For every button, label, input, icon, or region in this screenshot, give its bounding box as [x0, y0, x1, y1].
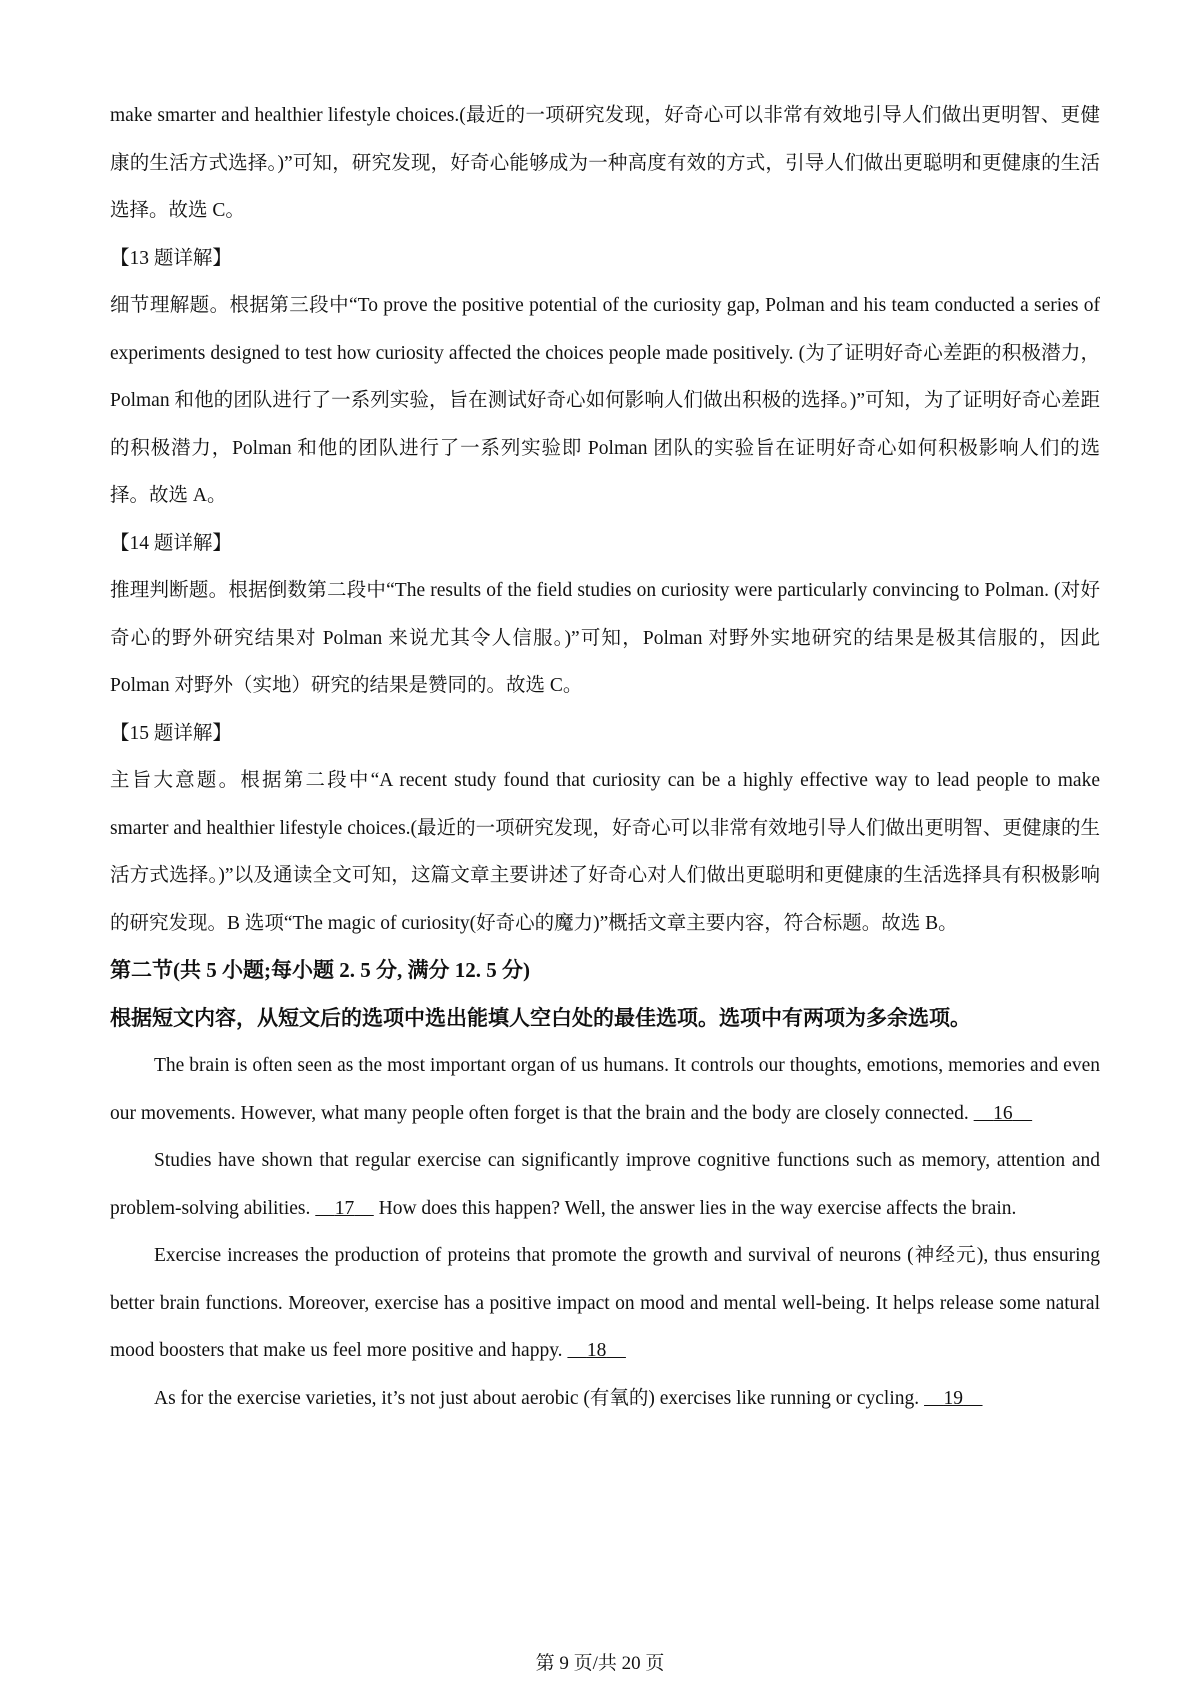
page-footer: 第 9 页/共 20 页: [535, 1653, 665, 1674]
passage-text: The brain is often seen as the most important organ of us humans. It controls our thoughts, emotions, memories and even our movements. However, what many people often forget is that the brain and the body are closely connected.: [110, 1055, 1100, 1124]
blank-17: 17: [334, 1197, 355, 1219]
question-15-heading: 【15 题详解】: [110, 722, 232, 744]
passage-text: As for the exercise varieties, it’s not just about aerobic (有氧的) exercises like running or cycling.: [154, 1387, 925, 1409]
answer-paragraph-15: 主旨大意题。根据第二段中“A recent study found that curiosity can be a highly effective way to lead people to make smarter and healthier lifestyle choices.(最近的一项研究发现，好奇心可以非常有效地引导人们做出更明智、更健康的生活方式选择。)”以及通读全文可知，这篇文章主要讲述了好奇心对人们做出更聪明和更健康的生活选择具有积极影响的研究发现。B 选项“The magic of curiosity(好奇心的魔力)”概括文章主要内容，符合标题。故选 B。: [110, 770, 1100, 934]
passage-text: Studies have shown that regular exercise can significantly improve cognitive functions such as memory, attention and problem-solving abilities.: [110, 1150, 1100, 1219]
blank-18: 18: [586, 1340, 607, 1361]
passage-paragraph-2: [110, 1137, 1100, 1232]
blank-16: 16: [993, 1102, 1013, 1124]
answer-paragraph-12-end: make smarter and healthier lifestyle choices.(最近的一项研究发现，好奇心可以非常有效地引导人们做出更明智、更健康的生活方式选择。)”可知，研究发现，好奇心能够成为一种高度有效的方式，引导人们做出更聪明和更健康的生活选择。故选 C。: [110, 105, 1100, 221]
passage-text: Exercise increases the production of proteins that promote the growth and survival of neurons (神经元), thus ensuring better brain functions. Moreover, exercise has a positive impact on mood and mental well-being. It helps release some natural mood boosters that make us feel more positive and happy.: [110, 1245, 1100, 1361]
section-heading: 第二节(共 5 小题;每小题 2. 5 分, 满分 12. 5 分): [110, 958, 530, 982]
passage-paragraph-1: [110, 1042, 1100, 1137]
passage-paragraph-4: [110, 1375, 1100, 1423]
question-14-heading: 【14 题详解】: [110, 532, 232, 554]
answer-paragraph-13: 细节理解题。根据第三段中“To prove the positive potential of the curiosity gap, Polman and his team conducted a series of experiments designed to test how curiosity affected the choices people made positively. (为了证明好奇心差距的积极潜力，Polman 和他的团队进行了一系列实验，旨在测试好奇心如何影响人们做出积极的选择。)”可知，为了证明好奇心差距的积极潜力，Polman 和他的团队进行了一系列实验即 Polman 团队的实验旨在证明好奇心如何积极影响人们的选择。故选 A。: [110, 295, 1100, 506]
blank-19: 19: [943, 1387, 964, 1409]
answer-paragraph-14: 推理判断题。根据倒数第二段中“The results of the field studies on curiosity were particularly convincing to Polman. (对好奇心的野外研究结果对 Polman 来说尤其令人信服。)”可知，Polman 对野外实地研究的结果是极其信服的，因此 Polman 对野外（实地）研究的结果是赞同的。故选 C。: [110, 580, 1100, 696]
passage-text: How does this happen? Well, the answer lies in the way exercise affects the brain.: [373, 1197, 1017, 1219]
question-13-heading: 【13 题详解】: [110, 247, 232, 269]
section-instruction: 根据短文内容，从短文后的选项中选出能填人空白处的最佳选项。选项中有两项为多余选项。: [110, 1005, 971, 1030]
page-content: [110, 92, 1100, 1422]
passage-paragraph-3: [110, 1232, 1100, 1375]
